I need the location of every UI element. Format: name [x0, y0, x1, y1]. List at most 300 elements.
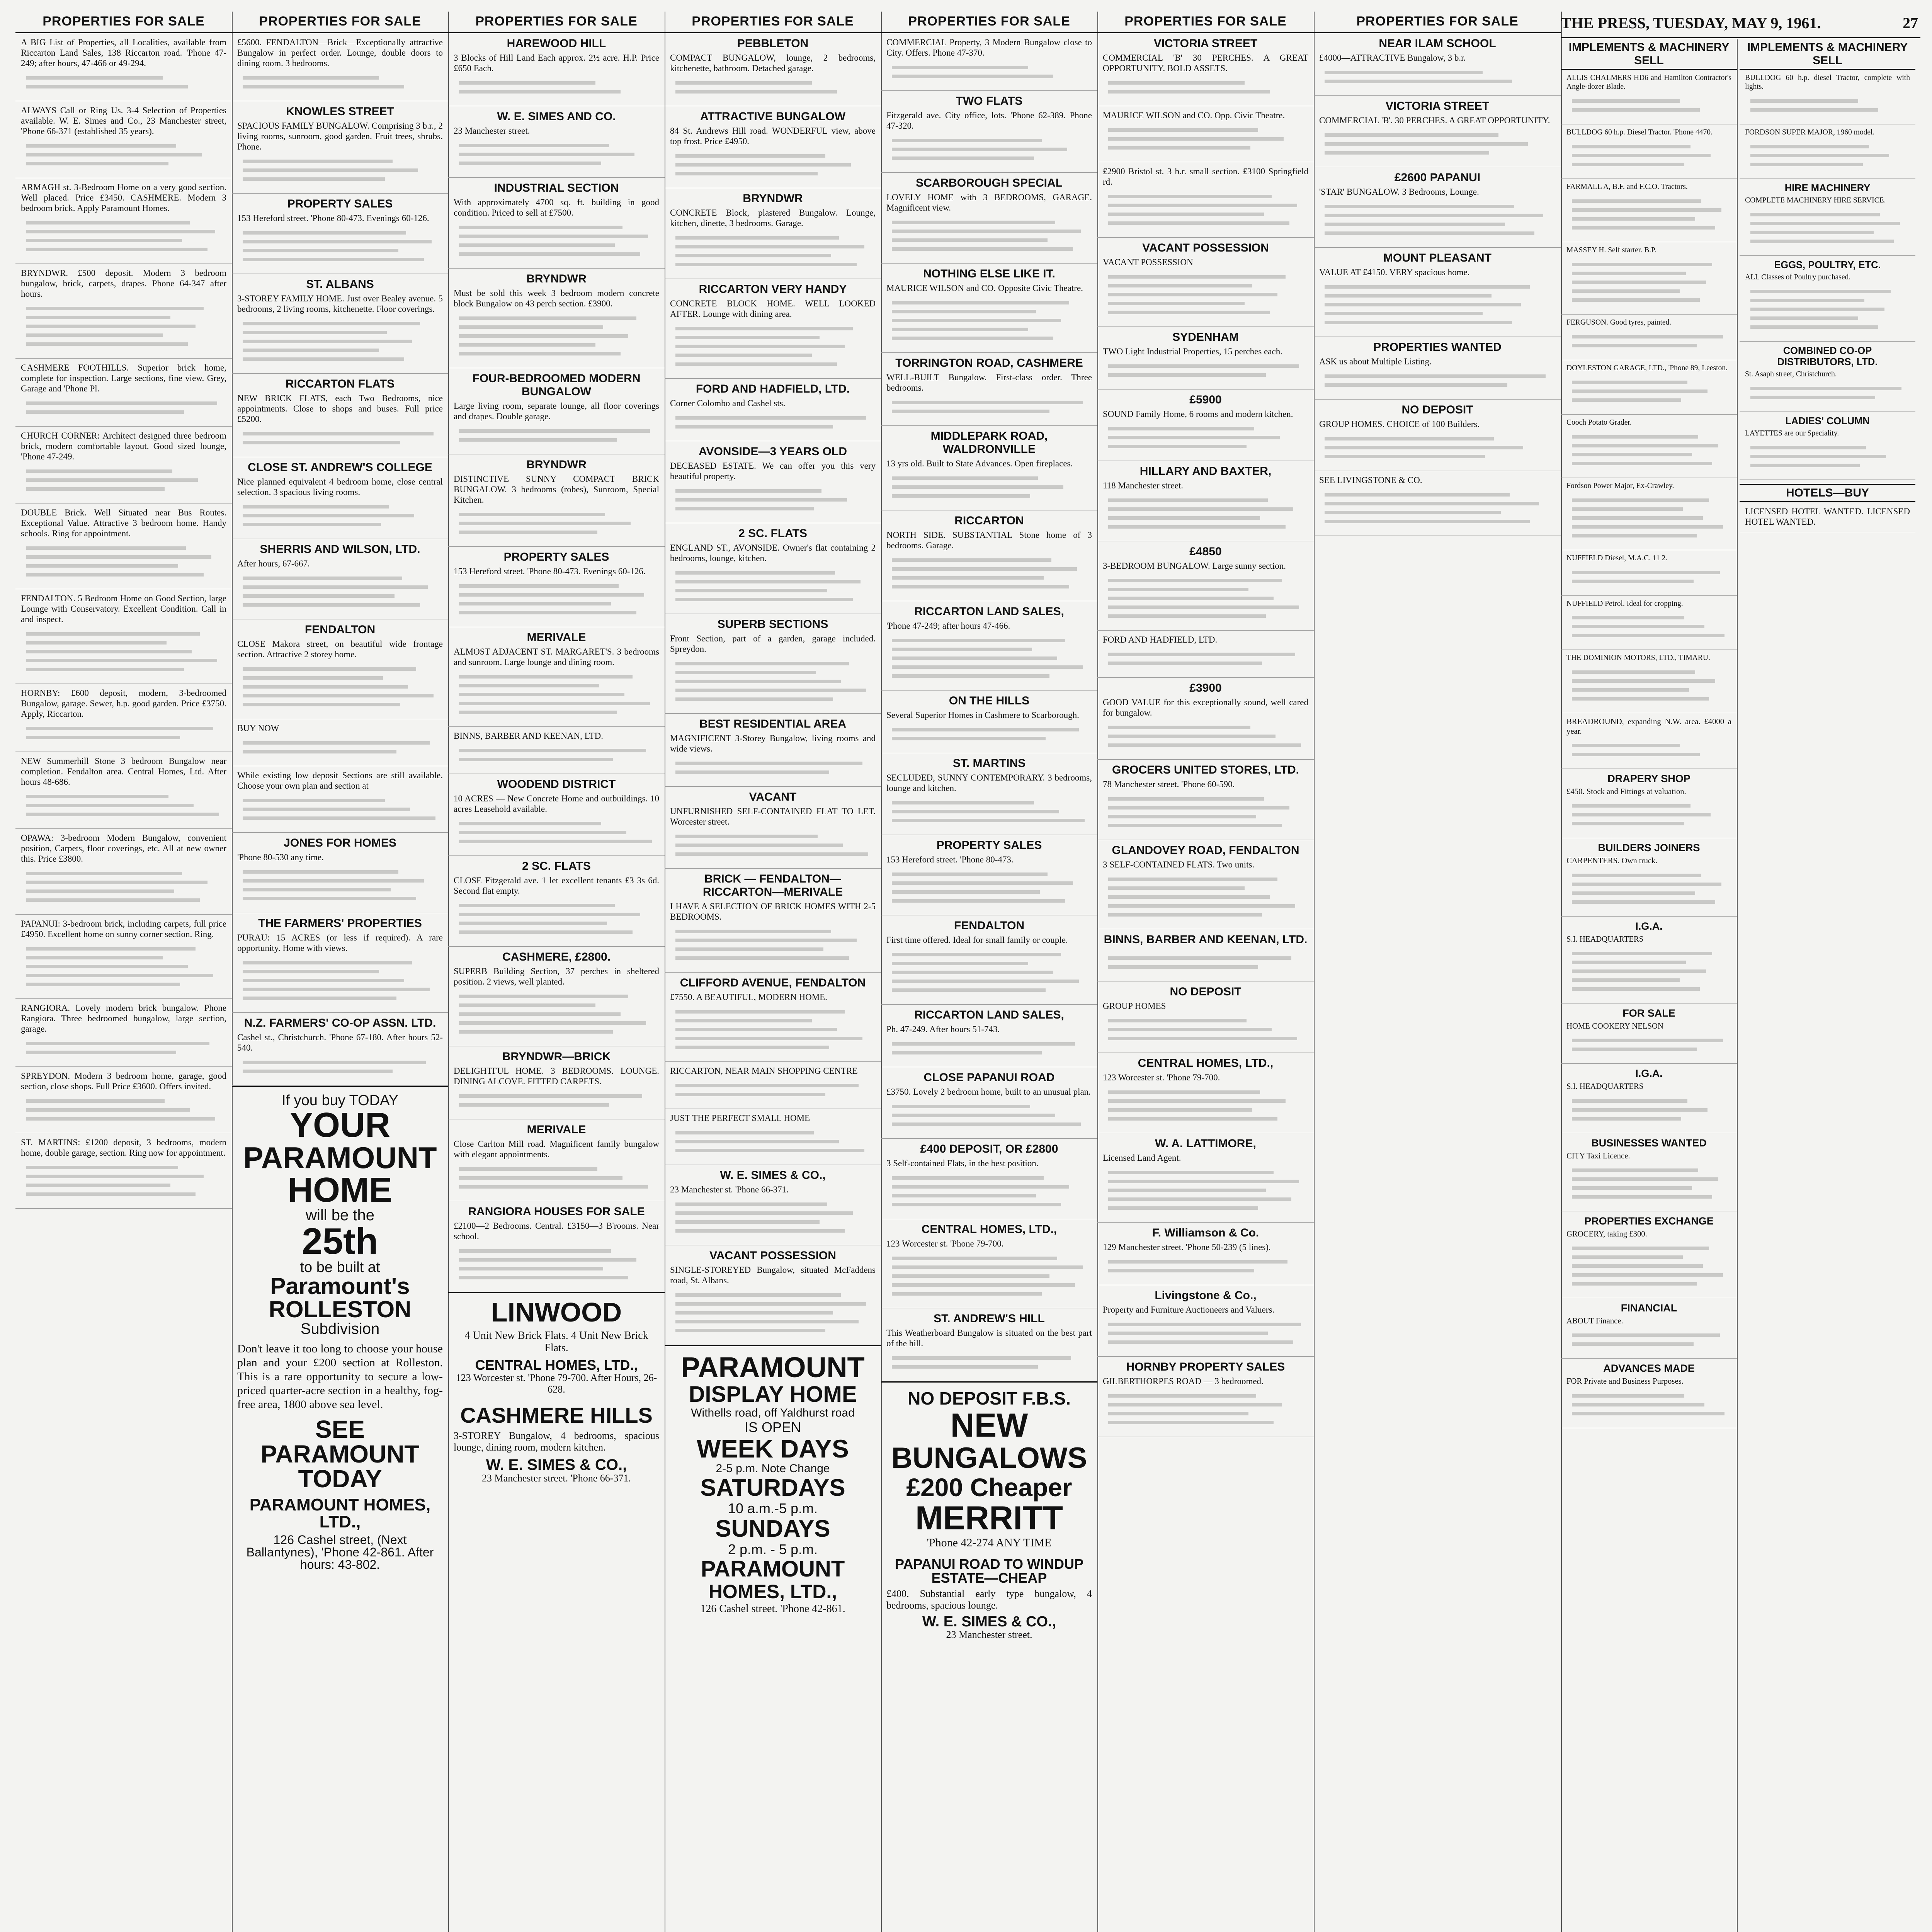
ad-headline-line: BUNGALOWS	[891, 1442, 1087, 1475]
classified-ad	[448, 106, 665, 178]
classified-ad	[15, 33, 232, 101]
text-line	[243, 240, 432, 243]
text-line	[1108, 743, 1301, 747]
text-line	[26, 1099, 165, 1103]
classified-ad	[665, 1109, 881, 1165]
text-line	[459, 1094, 642, 1098]
text-line	[459, 90, 621, 94]
text-line	[243, 357, 404, 361]
text-line	[675, 1084, 859, 1087]
text-line	[1108, 588, 1248, 591]
ad-title: CLOSE PAPANUI ROAD	[923, 1071, 1055, 1084]
ad-fine-print	[454, 1087, 659, 1114]
ad-fine-print	[237, 1053, 443, 1081]
text-line	[459, 1185, 648, 1189]
ad-title: ADVANCES MADE	[1603, 1362, 1695, 1374]
text-line	[1572, 281, 1706, 284]
text-line	[1108, 614, 1266, 618]
text-line	[1750, 240, 1894, 243]
ad-title: MOUNT PLEASANT	[1383, 252, 1492, 264]
text-line	[892, 1257, 1057, 1260]
text-line	[1108, 436, 1280, 439]
classified-ad	[1740, 256, 1915, 342]
classified-ad	[1740, 70, 1915, 124]
text-line	[675, 425, 833, 429]
ad-fine-print	[1103, 949, 1308, 976]
classified-ad	[665, 188, 881, 279]
ad-title: £4850	[1189, 545, 1222, 558]
text-line	[1572, 534, 1697, 537]
ad-title: ST. ANDREW'S HILL	[934, 1312, 1045, 1325]
ad-fine-print	[1319, 277, 1556, 332]
classified-ad	[881, 1139, 1097, 1219]
text-line	[675, 1311, 833, 1315]
text-line	[243, 870, 398, 874]
classifieds-list	[1097, 33, 1314, 1437]
ad-text: CITY Taxi Licence.	[1566, 1151, 1630, 1160]
text-line	[243, 1061, 426, 1064]
paper-date: THE PRESS, TUESDAY, MAY 9, 1961.	[1561, 14, 1821, 32]
classified-ad	[1097, 981, 1314, 1053]
text-line	[1572, 1394, 1684, 1398]
text-line	[1108, 605, 1299, 609]
ad-title: SCARBOROUGH SPECIAL	[915, 177, 1063, 189]
classified-ad	[1561, 1211, 1737, 1298]
ad-fine-print	[1103, 1315, 1308, 1352]
ad-headline: LINWOOD	[491, 1297, 622, 1327]
text-line	[892, 980, 1079, 983]
ad-text: Ph. 47-249. After hours 51-743.	[886, 1024, 1000, 1034]
classified-ad	[665, 973, 881, 1062]
ad-fine-print	[886, 1168, 1092, 1214]
text-line	[26, 153, 202, 156]
ad-fine-print	[454, 577, 659, 622]
text-line	[243, 577, 402, 580]
ad-text: While existing low deposit Sections are still available. Choose your own plan and section at	[237, 770, 443, 791]
ad-fine-print	[1566, 1092, 1731, 1128]
ad-fine-print	[1103, 267, 1308, 322]
classified-ad	[15, 829, 232, 915]
text-line	[1108, 806, 1289, 810]
ad-fine-print	[670, 827, 876, 864]
classified-ad	[1561, 1064, 1737, 1133]
text-line	[892, 156, 1034, 160]
text-line	[459, 758, 613, 761]
ad-fine-print	[237, 223, 443, 269]
ad-title: CENTRAL HOMES, LTD.,	[921, 1223, 1057, 1236]
classified-ad	[1561, 179, 1737, 242]
ad-title: MERIVALE	[527, 631, 586, 644]
ad-text: St. Asaph street, Christchurch.	[1745, 370, 1837, 378]
text-line	[459, 81, 595, 85]
column-heading: PROPERTIES FOR SALE	[15, 12, 232, 33]
classified-ad	[1097, 631, 1314, 678]
ad-fine-print	[670, 1195, 876, 1240]
ad-title: BEST RESIDENTIAL AREA	[699, 718, 847, 730]
classified-ad	[15, 427, 232, 503]
text-line	[892, 810, 1059, 813]
classified-ad	[448, 269, 665, 368]
text-line	[243, 888, 391, 891]
text-line	[892, 962, 1028, 965]
text-line	[892, 576, 1044, 580]
ad-title: FINANCIAL	[1621, 1302, 1677, 1314]
ad-title: SHERRIS AND WILSON, LTD.	[260, 543, 420, 556]
ad-fine-print	[1319, 63, 1556, 91]
text-line	[675, 1329, 825, 1332]
ad-text: CHURCH CORNER: Architect designed three bedroom brick, modern comfortable layout. Good sized lounge, 'Phone 47-249.	[21, 431, 226, 461]
classified-ad	[1314, 471, 1561, 536]
ad-fine-print	[1745, 205, 1910, 251]
classified-ad	[15, 101, 232, 178]
text-line	[1572, 697, 1709, 701]
ad-text: HOME COOKERY NELSON	[1566, 1022, 1663, 1031]
ad-text: ABOUT Finance.	[1566, 1317, 1623, 1326]
column-heading: IMPLEMENTS & MACHINERY SELL	[1740, 39, 1915, 70]
text-line	[1750, 290, 1891, 293]
text-line	[892, 656, 1057, 660]
text-line	[1325, 520, 1530, 523]
text-line	[892, 1042, 1075, 1046]
classified-ad	[232, 457, 448, 539]
ad-title: FOR SALE	[1622, 1007, 1675, 1019]
ad-text: Cashel st., Christchurch. 'Phone 67-180. After hours 52-540.	[237, 1032, 443, 1053]
text-line	[26, 889, 174, 893]
classified-ad	[881, 1067, 1097, 1139]
ad-address: 126 Cashel street. 'Phone 42-861.	[700, 1603, 845, 1615]
classified-ad	[665, 1062, 881, 1109]
ad-text: 129 Manchester street. 'Phone 50-239 (5 lines).	[1103, 1242, 1271, 1252]
text-line	[243, 168, 418, 172]
classifieds-list	[1561, 713, 1737, 1428]
text-line	[459, 1276, 628, 1279]
text-line	[1572, 1255, 1683, 1259]
ad-text: PAPANUI: 3-bedroom brick, including carpets, full price £4950. Excellent home on sunny corner section. Ring.	[21, 919, 226, 939]
text-line	[1572, 507, 1683, 511]
ad-text: COMMERCIAL 'B'. 30 PERCHES. A GREAT OPPORTUNITY.	[1319, 116, 1550, 125]
hotels-heading: HOTELS—BUY	[1740, 484, 1915, 502]
text-line	[26, 85, 188, 88]
text-line	[1325, 321, 1512, 324]
text-line	[1572, 99, 1680, 103]
text-line	[892, 1292, 1042, 1296]
ad-title: HILLARY AND BAXTER,	[1139, 465, 1272, 478]
classified-ad	[1561, 415, 1737, 478]
ad-headline-line: HOME	[288, 1171, 392, 1209]
ad-headline-line: Subdivision	[300, 1320, 380, 1337]
ad-text: FORD AND HADFIELD, LTD.	[1103, 635, 1218, 645]
text-line	[675, 1220, 820, 1224]
ad-text: GOOD VALUE for this exceptionally sound, well cared for bungalow.	[1103, 697, 1308, 718]
ad-title: HAREWOOD HILL	[507, 37, 606, 50]
ad-title: EGGS, POULTRY, ETC.	[1774, 259, 1881, 270]
text-line	[1108, 1206, 1258, 1210]
text-line	[892, 247, 1073, 251]
classifieds-list	[448, 33, 665, 1292]
ad-text: LOVELY HOME with 3 BEDROOMS, GARAGE. Magnificent view.	[886, 192, 1092, 213]
classified-ad	[15, 1067, 232, 1133]
ad-text: BINNS, BARBER AND KEENAN, LTD.	[454, 731, 603, 741]
text-line	[26, 1117, 215, 1121]
ad-text: Must be sold this week 3 bedroom modern concrete block Bungalow on 43 perch section. £3900.	[454, 288, 659, 308]
text-line	[26, 1184, 170, 1187]
text-line	[26, 478, 198, 482]
ad-body: Don't leave it too long to choose your house plan and your £200 section at Rolleston. This is a rare opportunity to secure a low-priced quarter-acre section in a healthy, fog-free area, 1800 above sea level.	[237, 1342, 443, 1411]
ad-fine-print	[1319, 429, 1556, 466]
text-line	[675, 90, 837, 94]
text-line	[1108, 525, 1286, 529]
ad-fine-print	[454, 309, 659, 363]
text-line	[26, 342, 188, 346]
text-line	[243, 603, 420, 607]
text-line	[675, 362, 837, 366]
ad-title: PROPERTIES WANTED	[1373, 341, 1502, 354]
text-line	[1572, 1282, 1697, 1286]
text-line	[675, 662, 849, 665]
ad-fine-print	[886, 551, 1092, 596]
classified-ad	[665, 787, 881, 869]
ad-text: COMMERCIAL Property, 3 Modern Bungalow close to City. Offers. Phone 47-370.	[886, 37, 1092, 58]
text-line	[459, 226, 622, 229]
text-line	[26, 736, 180, 739]
text-line	[26, 727, 213, 730]
ad-text: Nice planned equivalent 4 bedroom home, close central selection. 3 spacious living rooms.	[237, 477, 443, 497]
ad-title: RICCARTON LAND SALES,	[914, 1009, 1064, 1021]
classified-ad	[448, 33, 665, 106]
ad-text: GILBERTHORPES ROAD — 3 bedroomed.	[1103, 1376, 1264, 1386]
text-line	[1572, 571, 1720, 574]
text-line	[1572, 226, 1715, 230]
ad-fine-print	[670, 922, 876, 968]
classified-ad	[881, 835, 1097, 915]
ad-fine-print	[1566, 192, 1731, 237]
ad-company: W. E. SIMES & CO.,	[922, 1614, 1056, 1630]
ad-text: NUFFIELD Diesel, M.A.C. 11 2.	[1566, 554, 1668, 562]
column-3	[448, 12, 665, 1932]
ad-text: 84 St. Andrews Hill road. WONDERFUL view, above top frost. Price £4950.	[670, 126, 876, 146]
text-line	[1572, 108, 1700, 112]
ad-fine-print	[237, 152, 443, 189]
classified-ad	[1097, 678, 1314, 760]
classified-ad	[881, 753, 1097, 835]
classified-ad	[448, 947, 665, 1046]
ad-fine-print	[886, 865, 1092, 910]
text-line	[26, 144, 176, 148]
ad-text: GROCERY, taking £300.	[1566, 1230, 1647, 1238]
text-line	[675, 336, 820, 339]
text-line	[243, 340, 412, 343]
text-line	[1108, 1037, 1297, 1040]
ad-title: VACANT POSSESSION	[709, 1249, 836, 1262]
text-line	[243, 694, 434, 697]
text-line	[26, 881, 207, 884]
text-line	[1750, 308, 1884, 311]
ad-title: Livingstone & Co.,	[1155, 1289, 1257, 1302]
paramount-rolleston-ad	[232, 1086, 448, 1577]
ad-text: 123 Worcester st. 'Phone 79-700.	[886, 1239, 1004, 1248]
ad-text: VALUE AT £4150. VERY spacious home.	[1319, 267, 1470, 277]
ad-text: MAGNIFICENT 3-Storey Bungalow, living rooms and wide views.	[670, 733, 876, 753]
ad-text: SPREYDON. Modern 3 bedroom home, garage, good section, close shops. Full Price £3600. Offers invited.	[21, 1071, 226, 1091]
ad-text: BULLDOG 60 h.p. diesel Tractor, complete with lights.	[1745, 74, 1910, 91]
text-line	[243, 997, 396, 1000]
text-line	[26, 564, 178, 568]
text-line	[892, 328, 1028, 331]
classified-ad	[1561, 650, 1737, 713]
text-line	[1750, 325, 1878, 329]
text-line	[1108, 311, 1270, 314]
text-line	[459, 840, 652, 843]
text-line	[892, 1105, 1030, 1108]
text-line	[892, 337, 1053, 340]
text-line	[1108, 146, 1250, 150]
text-line	[1325, 214, 1543, 217]
ad-text: Licensed Land Agent.	[1103, 1153, 1181, 1163]
text-line	[1108, 1412, 1248, 1415]
ad-text: ST. MARTINS: £1200 deposit, 3 bedrooms, modern home, double garage, section. Ring now for appointment.	[21, 1138, 226, 1158]
text-line	[892, 310, 1036, 313]
classified-ad	[15, 752, 232, 829]
text-line	[1108, 90, 1270, 94]
classified-ad	[15, 999, 232, 1067]
classified-ad	[232, 766, 448, 833]
ad-fine-print	[454, 1160, 659, 1196]
ad-fine-print	[1566, 373, 1731, 410]
ad-headline-line: 25th	[302, 1221, 378, 1262]
text-line	[1572, 398, 1681, 402]
text-line	[675, 327, 853, 330]
ad-text: CONCRETE BLOCK HOME. WELL LOOKED AFTER. Lounge with dining area.	[670, 299, 876, 319]
ad-fine-print	[886, 58, 1092, 86]
text-line	[1108, 597, 1274, 600]
text-line	[1108, 735, 1276, 738]
ad-text: This Weatherboard Bungalow is situated on the best part of the hill.	[886, 1328, 1092, 1348]
classified-ad	[1740, 124, 1915, 179]
text-line	[459, 343, 595, 347]
ad-text: CASHMERE FOOTHILLS. Superior brick home, complete for inspection. Large sections, fine view. Grey, Garage and 'Phone Pl.	[21, 363, 226, 393]
text-line	[892, 899, 1065, 903]
text-line	[675, 589, 827, 592]
ad-fine-print	[670, 481, 876, 518]
text-line	[892, 1114, 1055, 1117]
text-line	[26, 230, 215, 233]
text-line	[892, 558, 1051, 562]
text-line	[675, 1037, 862, 1040]
text-line	[1108, 579, 1282, 582]
ad-title: ST. MARTINS	[952, 757, 1026, 770]
ad-title: BINNS, BARBER AND KEENAN, LTD.	[1104, 933, 1308, 946]
ad-headline-line: WEEK DAYS	[697, 1434, 849, 1463]
ad-title: TORRINGTON ROAD, CASHMERE	[895, 357, 1083, 369]
ad-text: 118 Manchester street.	[1103, 481, 1183, 490]
text-line	[26, 872, 182, 875]
text-line	[243, 432, 434, 435]
text-line	[243, 961, 412, 964]
ad-title: W. E. SIMES & CO.,	[720, 1169, 826, 1182]
text-line	[1325, 374, 1546, 378]
ad-title: FORD AND HADFIELD, LTD.	[696, 383, 850, 395]
text-line	[1108, 1090, 1260, 1094]
ad-fine-print	[670, 228, 876, 274]
ad-title: FENDALTON	[304, 623, 376, 636]
text-line	[675, 1046, 829, 1049]
text-line	[892, 819, 1085, 822]
ad-fine-print	[454, 896, 659, 942]
ad-title: RICCARTON VERY HANDY	[699, 283, 847, 296]
ad-company: CENTRAL HOMES, LTD.,	[475, 1357, 638, 1373]
text-line	[459, 1003, 595, 1007]
text-line	[675, 770, 829, 774]
text-line	[1108, 662, 1262, 665]
ad-text: THE DOMINION MOTORS, LTD., TIMARU.	[1566, 654, 1710, 662]
classified-ad	[448, 178, 665, 269]
text-line	[243, 441, 400, 444]
text-line	[892, 872, 1048, 876]
ad-fine-print	[670, 146, 876, 183]
ad-fine-print	[1103, 1386, 1308, 1432]
ad-text: Several Superior Homes in Cashmere to Scarborough.	[886, 710, 1079, 720]
text-line	[1108, 293, 1277, 296]
column-6	[1097, 12, 1315, 1932]
ad-fine-print	[21, 864, 226, 910]
ad-title: WOODEND DISTRICT	[497, 778, 616, 791]
text-line	[243, 331, 387, 334]
text-line	[243, 970, 379, 973]
ad-headline-line: Withells road, off Yaldhurst road	[691, 1406, 855, 1419]
ad-text: Front Section, part of a garden, garage included. Spreydon.	[670, 634, 876, 654]
text-line	[1750, 455, 1886, 458]
classified-ad	[1097, 760, 1314, 840]
ad-fine-print	[454, 505, 659, 542]
ad-title: N.Z. FARMERS' CO-OP ASSN. LTD.	[244, 1017, 436, 1029]
text-line	[892, 476, 1038, 480]
text-line	[892, 1122, 1081, 1126]
text-line	[459, 334, 628, 338]
classified-ad	[1561, 1298, 1737, 1359]
classified-ad	[232, 1013, 448, 1086]
text-line	[459, 930, 633, 934]
text-line	[459, 1249, 611, 1253]
text-line	[1572, 1403, 1704, 1406]
classified-ad	[881, 91, 1097, 173]
ad-headline-line: 10 a.m.-5 p.m.	[728, 1500, 818, 1516]
text-line	[892, 639, 1065, 642]
text-line	[1325, 294, 1492, 298]
ad-fine-print	[886, 1249, 1092, 1303]
text-line	[675, 1093, 825, 1096]
text-line	[1572, 435, 1698, 439]
text-line	[675, 345, 845, 348]
text-line	[459, 243, 615, 247]
ad-title: INDUSTRIAL SECTION	[494, 182, 619, 194]
ad-cta: PARAMOUNT	[260, 1440, 420, 1468]
classified-ad	[232, 194, 448, 274]
ad-title: VICTORIA STREET	[1385, 100, 1490, 112]
classified-ad	[448, 856, 665, 947]
ad-title: 2 SC. FLATS	[522, 860, 591, 872]
ad-fine-print	[1566, 563, 1731, 591]
text-line	[459, 1030, 613, 1034]
ad-headline-line: will be the	[306, 1207, 374, 1224]
classified-ad	[881, 1219, 1097, 1308]
ad-title: RICCARTON LAND SALES,	[914, 605, 1064, 618]
text-line	[1108, 1171, 1274, 1174]
ad-fine-print	[1745, 379, 1910, 407]
ad-text: First time offered. Ideal for small family or couple.	[886, 935, 1068, 945]
ad-text: FERGUSON. Good tyres, painted.	[1566, 318, 1672, 327]
classified-ad	[1097, 1357, 1314, 1437]
ad-fine-print	[670, 1286, 876, 1340]
